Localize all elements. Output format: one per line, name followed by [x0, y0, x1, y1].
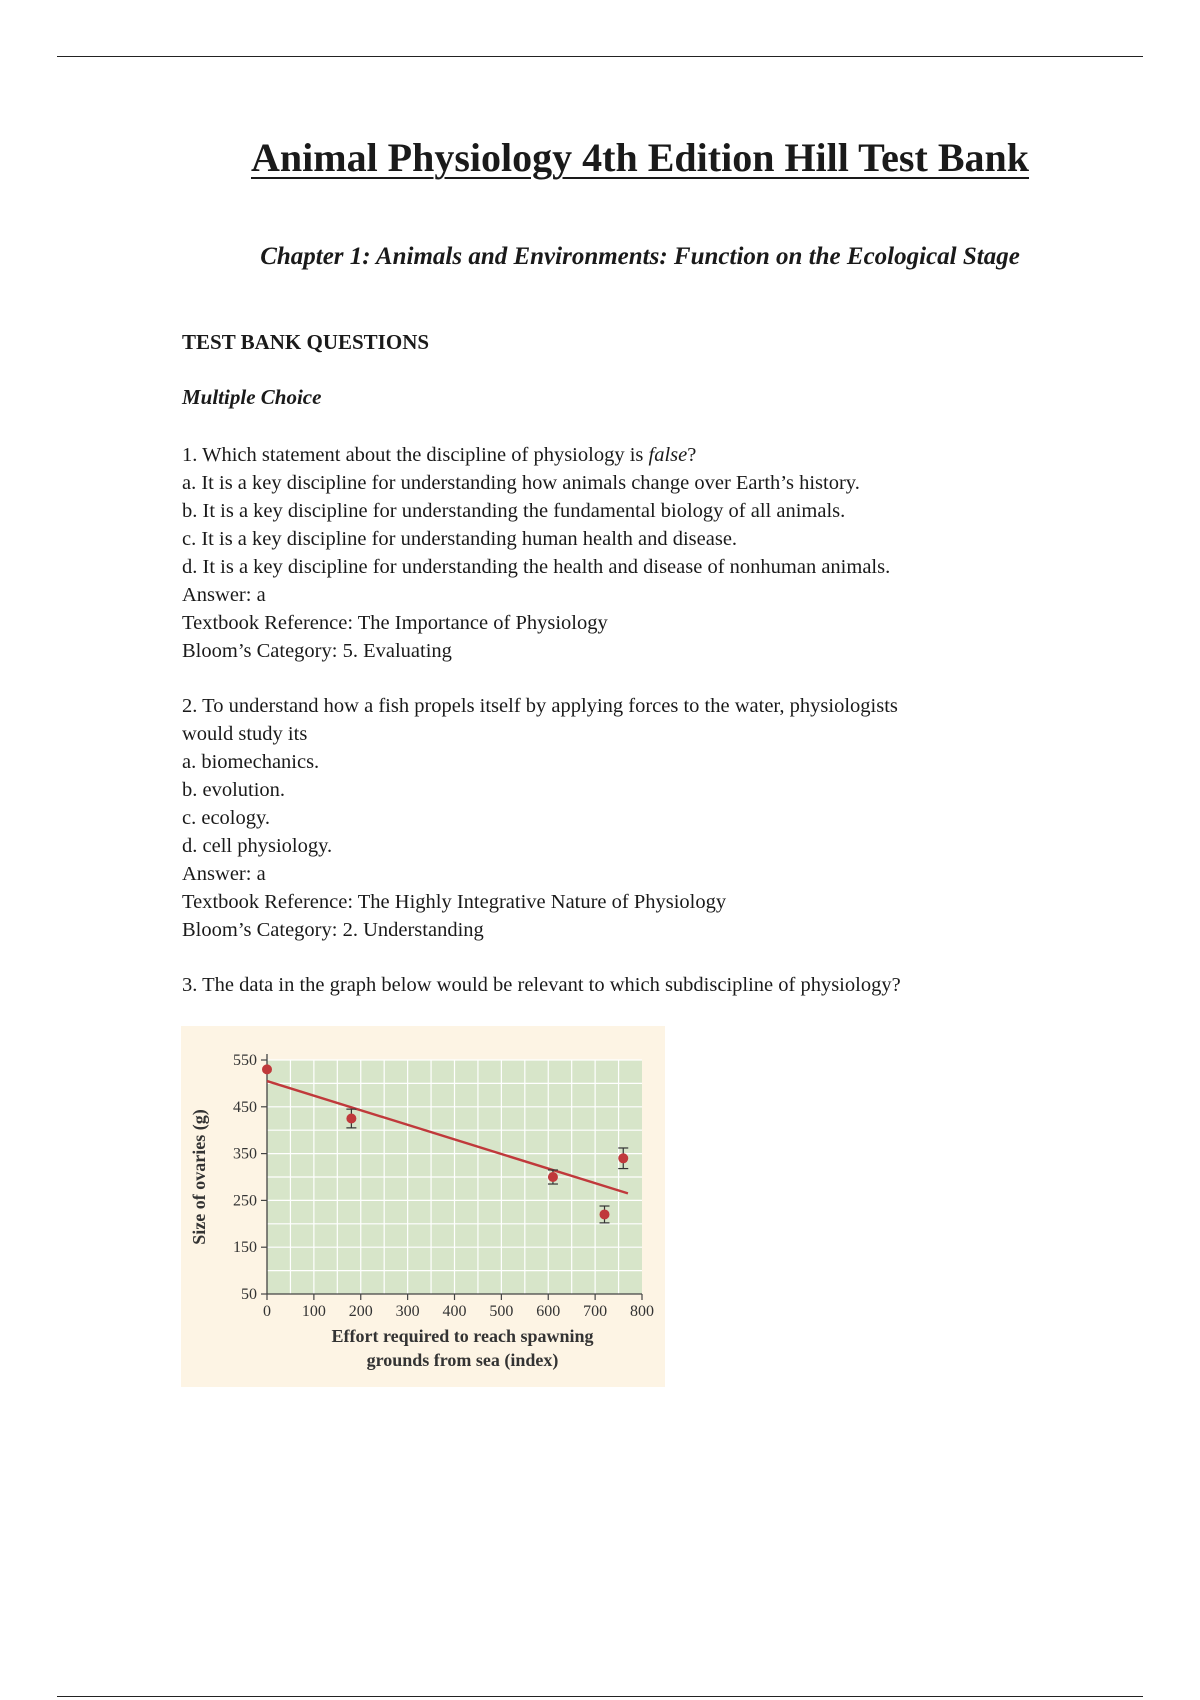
data-point: [618, 1153, 628, 1163]
question-2-option-c: c. ecology.: [182, 807, 271, 829]
x-tick-label: 700: [583, 1303, 608, 1320]
y-tick-label: 150: [233, 1239, 257, 1257]
x-tick-label: 500: [489, 1303, 514, 1320]
question-3: [182, 971, 1082, 999]
question-1-stem: [182, 441, 1082, 469]
section-heading: TEST BANK QUESTIONS: [182, 330, 430, 354]
data-point: [346, 1114, 356, 1124]
x-tick-label: 600: [536, 1303, 561, 1320]
question-2-stem-line1: 2. To understand how a fish propels itself by applying forces to the water, physiologists: [182, 695, 898, 717]
y-axis-label: Size of ovaries (g): [189, 1109, 209, 1245]
chapter-title: Chapter 1: Animals and Environments: Function on the Ecological Stage: [260, 243, 1020, 270]
question-1: [182, 441, 1082, 665]
question-1-option-b: b. It is a key discipline for understanding the fundamental biology of all animals.: [182, 500, 846, 522]
question-1-stem-emphasis: false: [648, 444, 688, 466]
scatter-chart: [181, 1026, 665, 1387]
question-2-blooms: Bloom’s Category: 2. Understanding: [182, 919, 484, 941]
y-tick-label: 450: [233, 1098, 257, 1116]
question-1-blooms: Bloom’s Category: 5. Evaluating: [182, 640, 452, 662]
question-2-reference: Textbook Reference: The Highly Integrative Nature of Physiology: [182, 891, 727, 913]
x-tick-label: 200: [348, 1303, 373, 1320]
x-axis-label-line2: grounds from sea (index): [366, 1350, 559, 1370]
question-2-option-d: d. cell physiology.: [182, 835, 333, 857]
y-tick-label: 350: [233, 1145, 257, 1163]
question-1-stem-end: ?: [687, 444, 697, 466]
question-1-option-d: d. It is a key discipline for understanding the health and disease of nonhuman animals.: [182, 556, 891, 578]
question-1-stem-text: 1. Which statement about the discipline of physiology is: [182, 444, 649, 466]
x-tick-label: 300: [395, 1303, 420, 1320]
y-tick-label: 550: [233, 1052, 257, 1069]
question-2-option-b: b. evolution.: [182, 779, 286, 801]
top-rule: [57, 56, 1143, 57]
question-1-answer: Answer: a: [182, 584, 266, 606]
question-2-option-a: a. biomechanics.: [182, 751, 320, 773]
y-tick-label: 250: [233, 1192, 257, 1210]
page-title: Animal Physiology 4th Edition Hill Test Bank: [251, 135, 1029, 180]
data-point: [262, 1064, 272, 1074]
x-tick-label: 100: [301, 1303, 326, 1320]
chart-figure: [181, 1026, 665, 1387]
x-tick-label: 400: [442, 1303, 467, 1320]
x-axis-label-line1: Effort required to reach spawning: [331, 1326, 594, 1346]
x-tick-label: 800: [630, 1303, 654, 1320]
question-3-stem: 3. The data in the graph below would be relevant to which subdiscipline of physiology?: [182, 974, 901, 996]
data-point: [600, 1209, 610, 1219]
y-tick-label: 50: [241, 1286, 257, 1303]
question-2: [182, 692, 1082, 944]
question-1-option-c: c. It is a key discipline for understanding human health and disease.: [182, 528, 738, 550]
question-1-reference: Textbook Reference: The Importance of Physiology: [182, 612, 608, 634]
question-2-stem-line2: would study its: [182, 723, 308, 745]
question-2-answer: Answer: a: [182, 863, 266, 885]
bottom-rule: [57, 1696, 1143, 1697]
subsection-heading: Multiple Choice: [182, 385, 322, 409]
question-1-option-a: a. It is a key discipline for understanding how animals change over Earth’s history.: [182, 472, 860, 494]
data-point: [548, 1172, 558, 1182]
x-tick-label: 0: [263, 1303, 271, 1320]
